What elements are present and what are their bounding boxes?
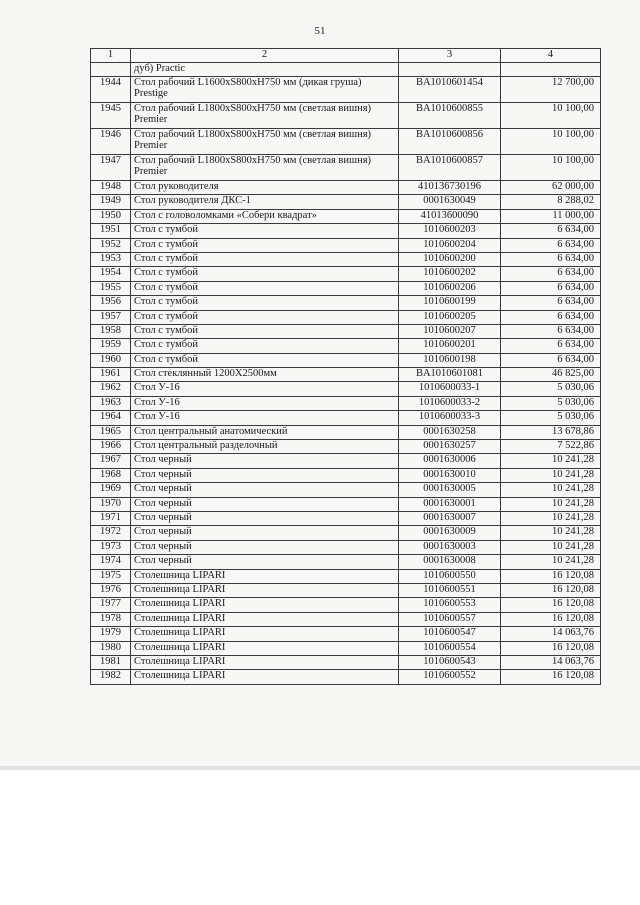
- item-name: дуб) Practic: [131, 63, 399, 77]
- item-name: Стол с тумбой: [131, 296, 399, 310]
- item-name: Стол черный: [131, 511, 399, 525]
- amount: 16 120,08: [501, 583, 601, 597]
- row-number: 1968: [91, 468, 131, 482]
- amount: 16 120,08: [501, 670, 601, 684]
- inventory-code: 1010600203: [399, 224, 501, 238]
- row-number: 1972: [91, 526, 131, 540]
- row-number: 1979: [91, 627, 131, 641]
- item-name: Стол черный: [131, 540, 399, 554]
- table-row: [91, 540, 601, 554]
- amount: 46 825,00: [501, 368, 601, 382]
- inventory-code: BA1010601081: [399, 368, 501, 382]
- inventory-code: BA1010600855: [399, 103, 501, 129]
- table-row: [91, 641, 601, 655]
- table-row: [91, 655, 601, 669]
- table-row: [91, 382, 601, 396]
- amount: 5 030,06: [501, 382, 601, 396]
- amount: 11 000,00: [501, 209, 601, 223]
- item-name: Стол с тумбой: [131, 339, 399, 353]
- inventory-code: 0001630258: [399, 425, 501, 439]
- item-name: Столешница LIPARI: [131, 583, 399, 597]
- table-row: [91, 555, 601, 569]
- table-row: [91, 627, 601, 641]
- row-number: 1956: [91, 296, 131, 310]
- amount: 7 522,86: [501, 440, 601, 454]
- amount: 6 634,00: [501, 238, 601, 252]
- row-number: 1967: [91, 454, 131, 468]
- inventory-code: 1010600202: [399, 267, 501, 281]
- item-name: Стол черный: [131, 555, 399, 569]
- row-number: 1962: [91, 382, 131, 396]
- inventory-code: 0001630005: [399, 483, 501, 497]
- inventory-code: 41013600090: [399, 209, 501, 223]
- inventory-code: 1010600199: [399, 296, 501, 310]
- row-number: 1948: [91, 181, 131, 195]
- inventory-code: 1010600033-3: [399, 411, 501, 425]
- row-number: 1949: [91, 195, 131, 209]
- item-name: Стол стеклянный 1200X2500мм: [131, 368, 399, 382]
- table-header-row: [91, 49, 601, 63]
- inventory-code: [399, 63, 501, 77]
- table-row: [91, 181, 601, 195]
- table-row: [91, 195, 601, 209]
- item-name: Стол с тумбой: [131, 252, 399, 266]
- table-row: [91, 324, 601, 338]
- amount: 5 030,06: [501, 396, 601, 410]
- table-row: [91, 267, 601, 281]
- table-row: [91, 155, 601, 181]
- table-row: [91, 310, 601, 324]
- row-number: 1965: [91, 425, 131, 439]
- amount: 10 241,28: [501, 497, 601, 511]
- row-number: 1976: [91, 583, 131, 597]
- table-row: [91, 209, 601, 223]
- item-name: Стол с тумбой: [131, 238, 399, 252]
- row-number: 1960: [91, 353, 131, 367]
- amount: 10 241,28: [501, 526, 601, 540]
- item-name: Столешница LIPARI: [131, 670, 399, 684]
- item-name: Стол с головоломками «Собери квадрат»: [131, 209, 399, 223]
- table-row: [91, 598, 601, 612]
- amount: 10 100,00: [501, 129, 601, 155]
- inventory-code: 1010600557: [399, 612, 501, 626]
- row-number: 1969: [91, 483, 131, 497]
- row-number: 1947: [91, 155, 131, 181]
- table-row: [91, 411, 601, 425]
- inventory-code: BA1010600856: [399, 129, 501, 155]
- column-header-2: 2: [131, 49, 399, 63]
- table-row: [91, 296, 601, 310]
- row-number: 1964: [91, 411, 131, 425]
- item-name: Столешница LIPARI: [131, 641, 399, 655]
- inventory-code: 1010600553: [399, 598, 501, 612]
- amount: 10 100,00: [501, 155, 601, 181]
- table-row: [91, 368, 601, 382]
- item-name: Стол У-16: [131, 411, 399, 425]
- amount: 62 000,00: [501, 181, 601, 195]
- row-number: 1946: [91, 129, 131, 155]
- inventory-code: 1010600207: [399, 324, 501, 338]
- row-number: 1973: [91, 540, 131, 554]
- row-number: 1978: [91, 612, 131, 626]
- amount: 6 634,00: [501, 339, 601, 353]
- inventory-code: 0001630001: [399, 497, 501, 511]
- item-name: Стол руководителя: [131, 181, 399, 195]
- amount: 6 634,00: [501, 324, 601, 338]
- amount: 14 063,76: [501, 627, 601, 641]
- row-number: [91, 63, 131, 77]
- inventory-code: 1010600033-1: [399, 382, 501, 396]
- amount: 6 634,00: [501, 267, 601, 281]
- amount: 8 288,02: [501, 195, 601, 209]
- inventory-code: 1010600205: [399, 310, 501, 324]
- continuation-row: [91, 63, 601, 77]
- inventory-code: 0001630010: [399, 468, 501, 482]
- row-number: 1951: [91, 224, 131, 238]
- row-number: 1957: [91, 310, 131, 324]
- table-row: [91, 670, 601, 684]
- amount: 16 120,08: [501, 641, 601, 655]
- inventory-code: 0001630006: [399, 454, 501, 468]
- inventory-code: 1010600554: [399, 641, 501, 655]
- amount: 6 634,00: [501, 296, 601, 310]
- inventory-code: 1010600201: [399, 339, 501, 353]
- row-number: 1963: [91, 396, 131, 410]
- inventory-code: 1010600552: [399, 670, 501, 684]
- inventory-code: 1010600204: [399, 238, 501, 252]
- row-number: 1959: [91, 339, 131, 353]
- column-header-3: 3: [399, 49, 501, 63]
- amount: 6 634,00: [501, 281, 601, 295]
- item-name: Стол с тумбой: [131, 324, 399, 338]
- amount: 6 634,00: [501, 353, 601, 367]
- column-header-4: 4: [501, 49, 601, 63]
- inventory-code: 1010600550: [399, 569, 501, 583]
- item-name: Столешница LIPARI: [131, 598, 399, 612]
- row-number: 1975: [91, 569, 131, 583]
- amount: 13 678,86: [501, 425, 601, 439]
- item-name: Стол рабочий L1800xS800xH750 мм (светлая вишня) Premier: [131, 103, 399, 129]
- amount: 16 120,08: [501, 598, 601, 612]
- item-name: Столешница LIPARI: [131, 627, 399, 641]
- table-row: [91, 339, 601, 353]
- inventory-code: 0001630009: [399, 526, 501, 540]
- item-name: Стол черный: [131, 497, 399, 511]
- inventory-code: 1010600033-2: [399, 396, 501, 410]
- row-number: 1980: [91, 641, 131, 655]
- table-row: [91, 612, 601, 626]
- item-name: Стол рабочий L1800xS800xH750 мм (светлая вишня) Premier: [131, 129, 399, 155]
- table-row: [91, 77, 601, 103]
- item-name: Столешница LIPARI: [131, 569, 399, 583]
- item-name: Стол с тумбой: [131, 224, 399, 238]
- table-row: [91, 425, 601, 439]
- row-number: 1966: [91, 440, 131, 454]
- amount: 6 634,00: [501, 310, 601, 324]
- item-name: Стол черный: [131, 454, 399, 468]
- row-number: 1952: [91, 238, 131, 252]
- row-number: 1971: [91, 511, 131, 525]
- inventory-code: 0001630049: [399, 195, 501, 209]
- item-name: Стол руководителя ДКС-1: [131, 195, 399, 209]
- table-row: [91, 224, 601, 238]
- column-header-1: 1: [91, 49, 131, 63]
- inventory-code: 1010600198: [399, 353, 501, 367]
- table-row: [91, 396, 601, 410]
- amount: 10 241,28: [501, 483, 601, 497]
- inventory-code: 0001630007: [399, 511, 501, 525]
- table-row: [91, 281, 601, 295]
- amount: 6 634,00: [501, 252, 601, 266]
- row-number: 1977: [91, 598, 131, 612]
- row-number: 1955: [91, 281, 131, 295]
- inventory-table: [90, 48, 601, 685]
- table-row: [91, 454, 601, 468]
- row-number: 1950: [91, 209, 131, 223]
- table-row: [91, 583, 601, 597]
- amount: 10 100,00: [501, 103, 601, 129]
- item-name: Стол центральный анатомический: [131, 425, 399, 439]
- row-number: 1981: [91, 655, 131, 669]
- amount: 10 241,28: [501, 540, 601, 554]
- inventory-code: 0001630003: [399, 540, 501, 554]
- inventory-code: BA1010600857: [399, 155, 501, 181]
- row-number: 1944: [91, 77, 131, 103]
- inventory-code: 1010600206: [399, 281, 501, 295]
- table-row: [91, 238, 601, 252]
- inventory-code: 0001630008: [399, 555, 501, 569]
- inventory-code: 0001630257: [399, 440, 501, 454]
- table-row: [91, 468, 601, 482]
- row-number: 1982: [91, 670, 131, 684]
- amount: 10 241,28: [501, 511, 601, 525]
- amount: 14 063,76: [501, 655, 601, 669]
- amount: 16 120,08: [501, 569, 601, 583]
- table-row: [91, 569, 601, 583]
- inventory-code: 410136730196: [399, 181, 501, 195]
- inventory-code: BA1010601454: [399, 77, 501, 103]
- amount: 6 634,00: [501, 224, 601, 238]
- amount: 12 700,00: [501, 77, 601, 103]
- inventory-code: 1010600551: [399, 583, 501, 597]
- item-name: Стол с тумбой: [131, 267, 399, 281]
- amount: 5 030,06: [501, 411, 601, 425]
- item-name: Стол У-16: [131, 382, 399, 396]
- table-row: [91, 511, 601, 525]
- inventory-code: 1010600543: [399, 655, 501, 669]
- amount: [501, 63, 601, 77]
- page-number: 51: [314, 25, 326, 37]
- amount: 16 120,08: [501, 612, 601, 626]
- amount: 10 241,28: [501, 454, 601, 468]
- row-number: 1958: [91, 324, 131, 338]
- item-name: Стол У-16: [131, 396, 399, 410]
- item-name: Стол с тумбой: [131, 281, 399, 295]
- item-name: Стол рабочий L1600xS800xH750 мм (дикая груша) Prestige: [131, 77, 399, 103]
- table-row: [91, 103, 601, 129]
- row-number: 1953: [91, 252, 131, 266]
- item-name: Стол центральный разделочный: [131, 440, 399, 454]
- row-number: 1945: [91, 103, 131, 129]
- inventory-code: 1010600200: [399, 252, 501, 266]
- row-number: 1974: [91, 555, 131, 569]
- item-name: Стол черный: [131, 468, 399, 482]
- table-row: [91, 440, 601, 454]
- item-name: Стол с тумбой: [131, 310, 399, 324]
- inventory-code: 1010600547: [399, 627, 501, 641]
- item-name: Стол рабочий L1800xS800xH750 мм (светлая вишня) Premier: [131, 155, 399, 181]
- table-row: [91, 252, 601, 266]
- item-name: Стол черный: [131, 526, 399, 540]
- item-name: Столешница LIPARI: [131, 612, 399, 626]
- amount: 10 241,28: [501, 468, 601, 482]
- item-name: Стол черный: [131, 483, 399, 497]
- table-row: [91, 526, 601, 540]
- table-row: [91, 497, 601, 511]
- row-number: 1970: [91, 497, 131, 511]
- row-number: 1954: [91, 267, 131, 281]
- table-row: [91, 483, 601, 497]
- item-name: Столешница LIPARI: [131, 655, 399, 669]
- amount: 10 241,28: [501, 555, 601, 569]
- item-name: Стол с тумбой: [131, 353, 399, 367]
- row-number: 1961: [91, 368, 131, 382]
- table-row: [91, 129, 601, 155]
- table-row: [91, 353, 601, 367]
